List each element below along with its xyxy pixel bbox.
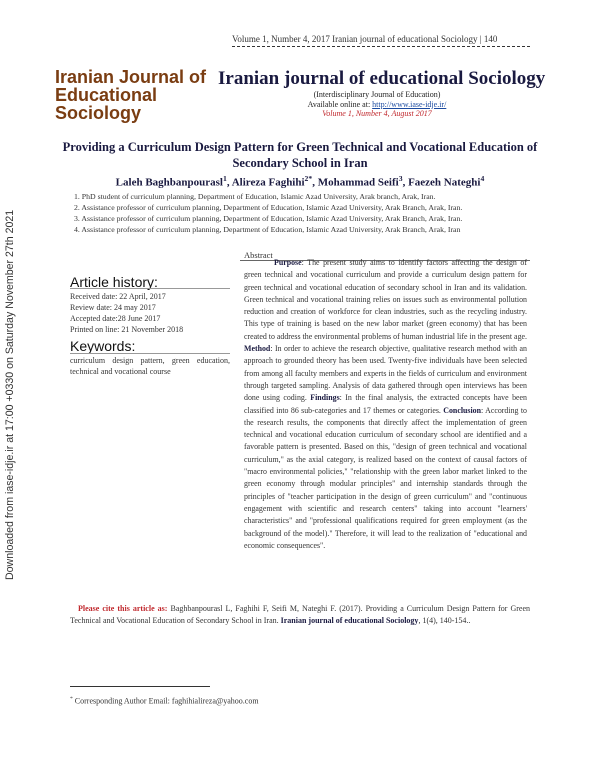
journal-masthead bbox=[232, 90, 522, 119]
author-sup: 1 bbox=[222, 174, 227, 183]
citation-text: Baghbanpourasl L, Faghihi F, Seifi M, Nateghi F. (2017). Providing a Curriculum Design Pattern for Green Technical and Vocational Education of Secondary School in Iran. bbox=[70, 604, 531, 625]
issue-line: Volume 1, Number 4, August 2017 bbox=[322, 109, 432, 118]
abstract-heading: Abstract bbox=[244, 250, 273, 260]
journal-title: Iranian journal of educational Sociology bbox=[218, 68, 546, 89]
history-rule bbox=[70, 288, 230, 289]
purpose-text: : The present study aims to identify factors affecting the design of green technical and vocational curriculum and provide a curriculum design pattern for green technical and vocational education of secondary school in Iran and its validation. Green technical and vocational training relies on issues such as environmental pollution reduction and creation of workforce for clean industries, such as the recycling industry. This type of training is based on the new labor market (green economy) that has been created to address the environmental problems of human industrial life in the present age. bbox=[244, 258, 527, 341]
history-line: Printed on line: 21 November 2018 bbox=[70, 325, 184, 334]
paper-title: Providing a Curriculum Design Pattern for Green Technical and Vocational Education of Secondary School in Iran bbox=[62, 140, 538, 170]
history-line: Accepted date:28 June 2017 bbox=[70, 314, 161, 323]
running-header: Volume 1, Number 4, 2017 Iranian journal of educational Sociology | 140 bbox=[232, 34, 498, 44]
affiliation: 3. Assistance professor of curriculum planning, Department of Education, Islamic Azad University, Arak Branch, Arak, Iran. bbox=[74, 214, 463, 223]
journal-url-link[interactable]: http://www.iase-idje.ir/ bbox=[372, 99, 447, 109]
author-name: Alireza Faghihi bbox=[231, 176, 305, 189]
footnote bbox=[70, 696, 259, 706]
purpose-label: Purpose bbox=[274, 258, 302, 267]
header-rule bbox=[232, 46, 530, 47]
article-history-heading: Article history: bbox=[70, 274, 158, 290]
available-label: Available online at: bbox=[307, 99, 373, 109]
conclusion-label: Conclusion bbox=[443, 405, 481, 415]
method-text: : In order to achieve the research objective, qualitative research method with an approach to grounded theory has been used. Twenty-five individuals have been selected from among all faculty members and experts in the fields of curriculum and environment through targeted sampling. Analysis of data gathered through open interviews has been done using coding. bbox=[244, 344, 527, 403]
abstract-body bbox=[244, 257, 527, 552]
journal-logo bbox=[55, 68, 206, 122]
availability-line bbox=[232, 100, 522, 110]
author-list: Laleh Baghbanpourasl$^1$, Alireza Faghihi$^{2*}$, Mohammad Seifi$^3$, Faezeh Nateghi$^4$ bbox=[115, 174, 485, 189]
findings-text: : In the final analysis, the extracted concepts have been classified into 86 sub-categories and 17 themes or categories. bbox=[244, 393, 527, 415]
author-sup: 4 bbox=[480, 174, 485, 183]
findings-label: Findings bbox=[310, 393, 340, 403]
history-line: Review date: 24 may 2017 bbox=[70, 303, 156, 312]
footnote-rule bbox=[70, 686, 210, 687]
keywords-heading: Keywords: bbox=[70, 338, 136, 354]
author-name: Mohammad Seifi bbox=[317, 176, 399, 189]
affiliation: 1. PhD student of curriculum planning, Department of Education, Islamic Azad University, Arak branch, Arak, Iran. bbox=[74, 192, 436, 201]
author-name: Laleh Baghbanpourasl bbox=[115, 176, 223, 189]
affiliation: 2. Assistance professor of curriculum planning, Department of Education, Islamic Azad University, Arak Branch, Arak, Iran. bbox=[74, 203, 463, 212]
journal-subtitle: (Interdisciplinary Journal of Education) bbox=[313, 90, 441, 99]
citation-volume: , 1(4), 140-154.. bbox=[418, 616, 471, 625]
logo-line-1: Iranian Journal of bbox=[55, 67, 207, 87]
citation-block bbox=[70, 603, 530, 627]
method-label: Method bbox=[244, 344, 271, 354]
download-note: Downloaded from iase-idje.ir at 17:00 +0330 on Saturday November 27th 2021 bbox=[4, 209, 16, 580]
logo-line-3: Sociology bbox=[55, 103, 142, 123]
author-sup: 2* bbox=[304, 174, 313, 183]
footnote-mark: * bbox=[70, 696, 73, 702]
author-name: Faezeh Nateghi bbox=[408, 176, 481, 189]
keywords-text: curriculum design pattern, green education, technical and vocational course bbox=[70, 356, 230, 376]
citation-journal: Iranian journal of educational Sociology bbox=[280, 616, 419, 625]
conclusion-text: : According to the research results, the components that directly affect the implementation of green technical and vocational education curriculum of secondary school are identified and a favorable pattern is presented. Based on this, "design of green technical and vocational curriculum," as the axial category, is realized based on the context of causal factors of "macro environmental policies," "relationship with the green labor market linked to the green economy through modular principles" and internship standards through the principles of "teacher participation in the design of green curriculum" and "continuous engagement with scientific and research centers" taking into account "learners' characteristics" and "professional qualifications required for green employment (as the background of the model)." Therefore, it will lead to the realization of "educational and economic consequences". bbox=[244, 405, 527, 550]
footnote-text: Corresponding Author Email: faghihialireza@yahoo.com bbox=[72, 696, 259, 706]
logo-line-2: Educational bbox=[55, 85, 158, 105]
author-sup: 3 bbox=[398, 174, 403, 183]
affiliation: 4. Assistance professor of curriculum planning, Department of Education, Islamic Azad University, Arak Branch, Arak, Iran bbox=[74, 225, 461, 234]
history-line: Received date: 22 April, 2017 bbox=[70, 292, 166, 301]
citation-label: Please cite this article as: bbox=[78, 604, 168, 613]
keywords-rule bbox=[70, 353, 230, 354]
